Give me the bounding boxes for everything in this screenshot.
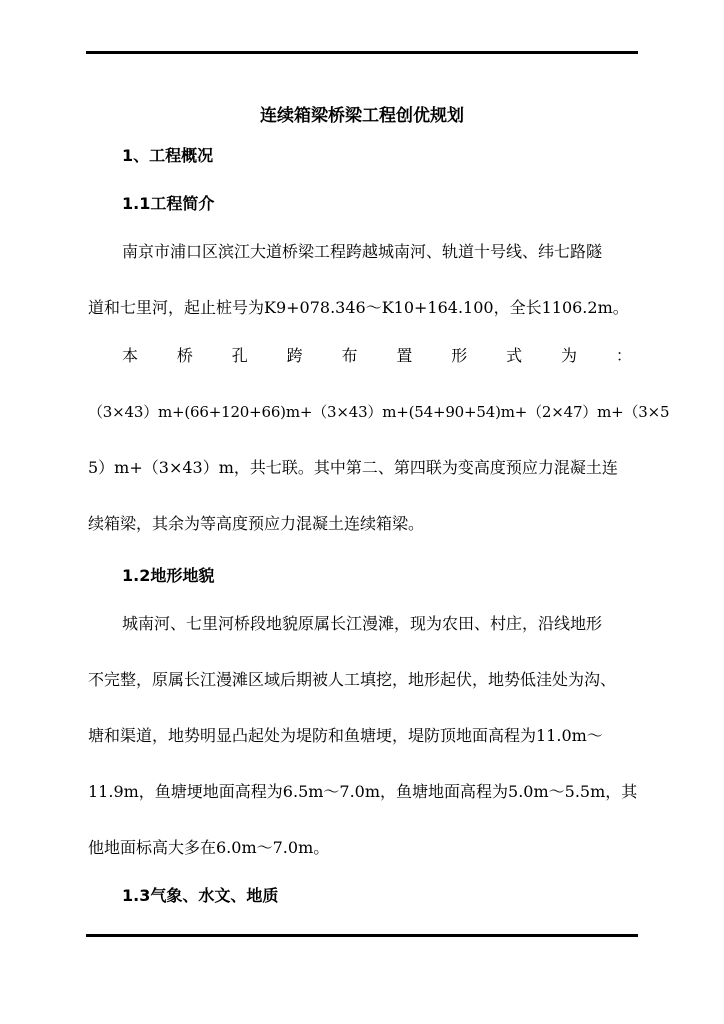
paragraph-char: 式 (506, 346, 523, 365)
paragraph-char: 跨 (286, 346, 303, 365)
paragraph-char: 孔 (231, 346, 248, 365)
paragraph-char: 形 (451, 346, 468, 365)
section-1-2-heading: 1.2地形地貌 (122, 566, 215, 585)
section-1-1-heading: 1.1工程简介 (122, 194, 215, 213)
footer-rule (86, 934, 638, 937)
section-1-heading: 1、工程概况 (122, 146, 214, 165)
paragraph-line: 南京市浦口区滨江大道桥梁工程跨越城南河、轨道十号线、纬七路隧 (122, 242, 603, 261)
paragraph-line: 城南河、七里河桥段地貌原属长江漫滩，现为农田、村庄，沿线地形 (122, 614, 603, 633)
paragraph-line: 不完整，原属长江漫滩区域后期被人工填挖，地形起伏，地势低洼处为沟、 (88, 670, 617, 689)
paragraph-char: 本 (122, 346, 139, 365)
paragraph-char: 桥 (176, 346, 193, 365)
paragraph-char: 为 (561, 346, 578, 365)
paragraph-line: 塘和渠道，地势明显凸起处为堤防和鱼塘埂，堤防顶地面高程为11.0m～ (88, 726, 603, 745)
header-rule (86, 51, 638, 54)
paragraph-char: ： (615, 346, 632, 365)
paragraph-char: 布 (341, 346, 358, 365)
paragraph-char: 置 (396, 346, 413, 365)
paragraph-line: 道和七里河，起止桩号为K9+078.346～K10+164.100，全长1106.2m。 (88, 298, 629, 317)
paragraph-line: 5）m+（3×43）m，共七联。其中第二、第四联为变高度预应力混凝土连 (88, 458, 618, 477)
justified-paragraph-line (122, 346, 632, 366)
paragraph-line: 11.9m，鱼塘埂地面高程为6.5m～7.0m，鱼塘地面高程为5.0m～5.5m，其 (88, 782, 638, 801)
document-title: 连续箱梁桥梁工程创优规划 (260, 106, 464, 126)
paragraph-line: （3×43）m+(66+120+66)m+（3×43）m+(54+90+54)m+（2×47）m+（3×5 (88, 403, 670, 421)
section-1-3-heading: 1.3气象、水文、地质 (122, 886, 279, 905)
paragraph-line: 续箱梁，其余为等高度预应力混凝土连续箱梁。 (88, 514, 425, 533)
paragraph-line: 他地面标高大多在6.0m～7.0m。 (88, 838, 330, 857)
